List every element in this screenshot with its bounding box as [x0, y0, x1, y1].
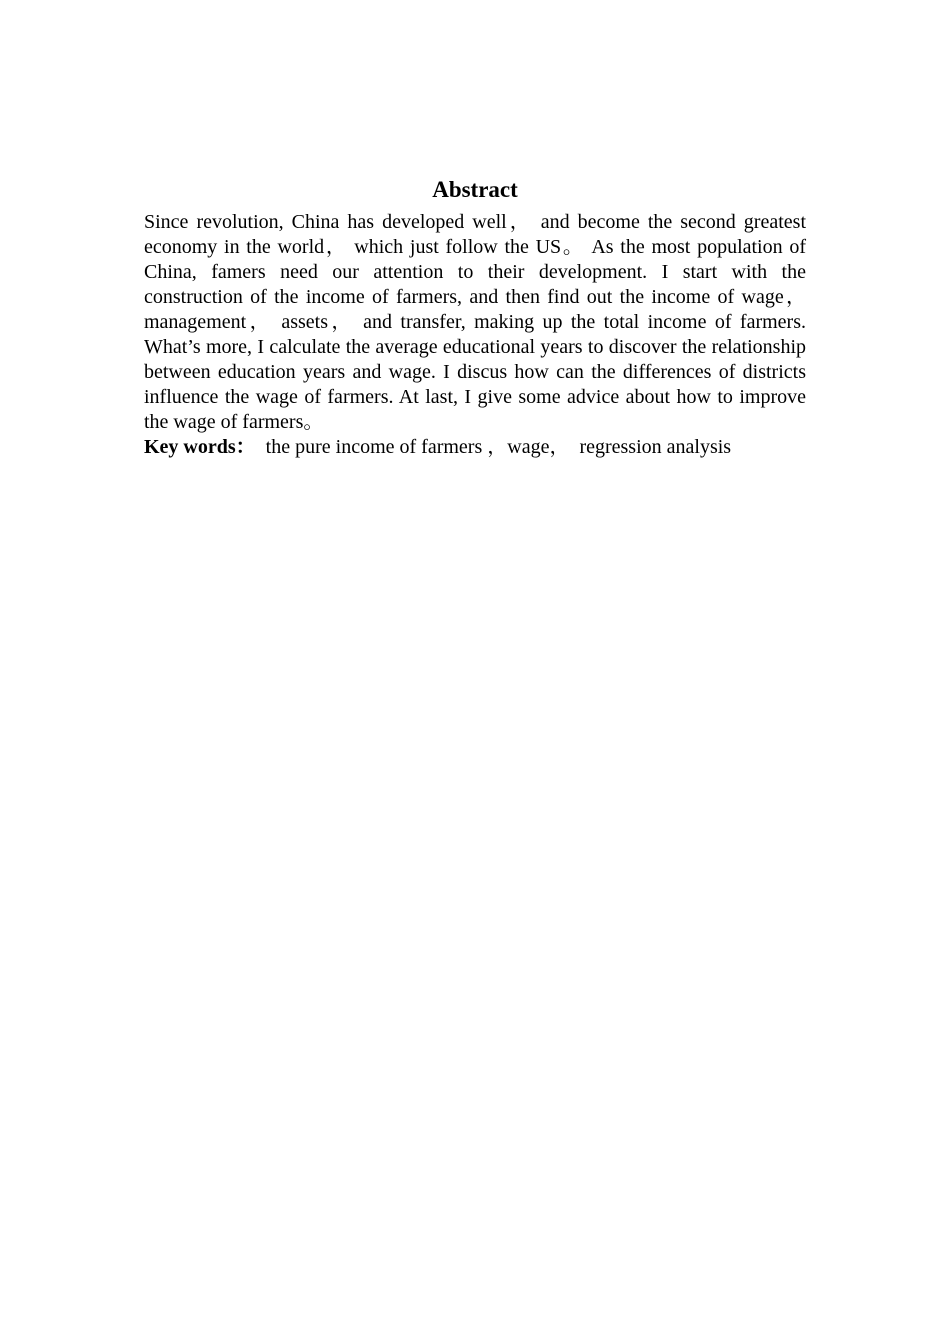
abstract-body: Since revolution, China has developed well， and become the second greatest economy in the world， which just follow the US。 As the most population of China, famers need our attention to their development. I start with the construction of the income of farmers, and then find out the income of wage， management， assets， and transfer, making up the total income of farmers. What’s more, I calculate the average educational years to discover the relationship between education years and wage. I discus how can the differences of districts influence the wage of farmers. At last, I give some advice about how to improve the wage of farmers。	[144, 211, 806, 433]
keywords-text: the pure income of farmers ，wage， regression analysis	[255, 436, 732, 458]
keywords-line	[144, 435, 806, 460]
keywords-label: Key words：	[144, 436, 256, 458]
abstract-section	[144, 174, 806, 460]
abstract-title: Abstract	[432, 177, 518, 202]
